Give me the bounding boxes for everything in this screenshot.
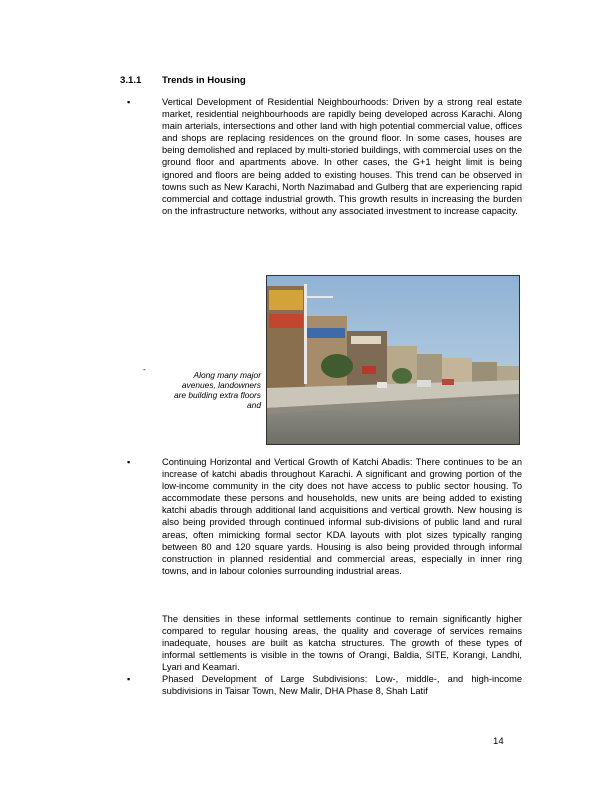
page-number: 14 (493, 736, 504, 747)
section-title: Trends in Housing (162, 75, 246, 86)
paragraph-vertical-development: Vertical Development of Residential Neighbourhoods: Driven by a strong real estate market, residential neighbourhoods are rapidly being developed across Karachi. Along main arterials, intersections and other land with high potential commercial value, offices and shops are replacing residences on the ground floor. In some cases, houses are being demolished and replaced by multi-storied buildings, with commercial uses on the ground floor and apartments above. In other cases, the G+1 height limit is being ignored and floors are being added to existing houses. This trend can be observed in towns such as New Karachi, North Nazimabad and Gulberg that are experiencing rapid commercial and cottage industrial growth. This growth results in increasing the burden on the infrastructure networks, without any associated investment to increase capacity. (162, 97, 522, 216)
street-photo (266, 275, 520, 445)
bullet-marker: ▪ (127, 674, 131, 684)
street-photo-illustration (267, 276, 519, 444)
section-heading (120, 75, 246, 86)
paragraph-katchi-abadis: Continuing Horizontal and Vertical Growth of Katchi Abadis: There continues to be an increase of katchi abadis throughout Karachi. A significant and growing portion of the low-income community in the city does not have access to public sector housing. To accommodate these persons and households, new units are being added to existing katchi abadis through additional land acquisitions and vertical growth. New housing is also being provided through continued informal sub-divisions of public land and rural areas, often mimicking formal sector KDA layouts with plot sizes typically ranging between 80 and 120 square yards. Housing is also being provided through informal construction in planned residential and commercial areas, especially in inner ring towns, and in labour colonies surrounding industrial areas. (162, 457, 522, 576)
stray-mark: - (143, 365, 146, 374)
bullet-marker: ▪ (127, 97, 131, 107)
bullet-marker: ▪ (127, 457, 131, 467)
paragraph-informal-densities: The densities in these informal settlements continue to remain significantly higher compared to regular housing areas, the quality and coverage of services remains inadequate, houses are built as katcha structures. The growth of these types of informal settlements is visible in the towns of Orangi, Baldia, SITE, Korangi, Landhi, Lyari and Keamari. (162, 614, 522, 673)
section-number: 3.1.1 (120, 75, 142, 86)
photo-caption: Along many major avenues, landowners are building extra floors and (173, 370, 261, 410)
paragraph-phased-development: Phased Development of Large Subdivisions: Low-, middle-, and high-income subdivisions in Taisar Town, New Malir, DHA Phase 8, Shah Latif (162, 674, 522, 697)
